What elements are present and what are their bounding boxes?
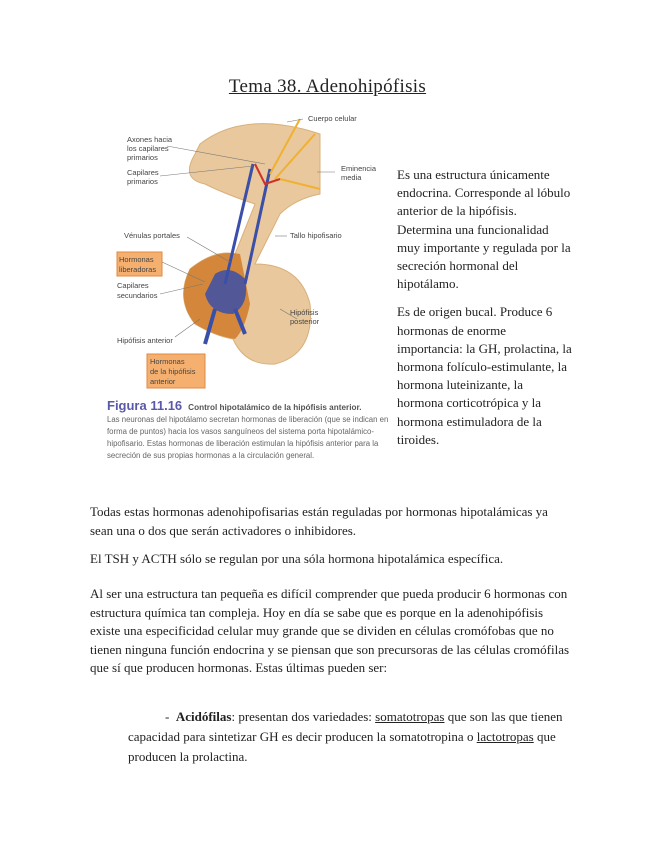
figure-number: Figura 11.16 (107, 398, 183, 413)
label-venulas-portales: Vénulas portales (124, 231, 180, 240)
label-capilares-secundarios: secundarios (117, 291, 158, 300)
paragraph-text: Al ser una estructura tan pequeña es difícil comprender que pueda producir 6 hormonas con estructura química tan compleja. Hoy en día se sabe que es porque en la adenohipófisis existe una especificidad celular muy grande que se dividen en células cromófobas que no tienen ninguna función endocrina y se piensan que son precursoras de las células cromófilas que sí que producen hormonas. Estas últimas pueden ser: (90, 586, 570, 675)
bullet-text: que producen la prolactina. (128, 729, 556, 764)
term-somatotropas: somatotropas (375, 709, 445, 724)
label-hormonas-hipofisis: anterior (150, 377, 176, 386)
bullet-marker: - (165, 709, 170, 724)
paragraph (90, 503, 570, 540)
side-text (397, 166, 572, 459)
label-hipofisis-posterior: posterior (290, 317, 320, 326)
figure-caption (107, 400, 390, 462)
label-cuerpo-celular: Cuerpo celular (308, 114, 357, 123)
paragraph (90, 550, 570, 569)
paragraph-text: El TSH y ACTH sólo se regulan por una sóla hormona hipotalámica específica. (90, 551, 504, 566)
label-axones: Axones hacia (127, 135, 173, 144)
label-axones: primarios (127, 153, 158, 162)
label-hormonas-liberadoras: liberadoras (119, 265, 157, 274)
bullet-text: : presentan dos variedades: (231, 709, 376, 724)
paragraph: Es de origen bucal. Produce 6 hormonas de enorme importancia: la GH, prolactina, la hormona folículo-estimulante, la hormona luteinizante, la hormona corticotrópica y la hormona estimuladora de la tiroides. (397, 304, 572, 447)
figure-title: Control hipotalámico de la hipófisis anterior. (188, 403, 362, 412)
label-tallo-hipofisario: Tallo hipofisario (290, 231, 342, 240)
label-hormonas-liberadoras: Hormonas (119, 255, 154, 264)
term-lactotropas: lactotropas (476, 729, 534, 744)
label-axones: los capilares (127, 144, 169, 153)
label-capilares-primarios: Capilares (127, 168, 159, 177)
bullet-text: que son las que tienen capacidad para sintetizar GH es decir producen la somatotropina o (128, 709, 563, 744)
label-hipofisis-posterior: Hipófisis (290, 308, 319, 317)
list-item (128, 707, 568, 767)
paragraph: Es una estructura únicamente endocrina. Corresponde al lóbulo anterior de la hipófisis. Determina una funcionalidad muy importante y regulada por la secreción hormonal del hipotálamo. (397, 167, 571, 292)
label-hipofisis-anterior: Hipófisis anterior (117, 336, 173, 345)
paragraph-text: Todas estas hormonas adenohipofisarias están reguladas por hormonas hipotalámicas ya sean una o dos que serán activadores o inhibidores. (90, 504, 548, 538)
label-capilares-primarios: primarios (127, 177, 158, 186)
label-hormonas-hipofisis: de la hipófisis (150, 367, 196, 376)
hypophysis-illustration (105, 104, 390, 399)
figure-caption-text: Las neuronas del hipotálamo secretan hormonas de liberación (que se indican en forma de puntos) hacia los vasos sanguíneos del sistema porta hipotalámico-hipofisario. Estas hormonas de liberación estimulan la hipófisis anterior para la secreción de sus propias hormonas a la circulación general. (107, 415, 389, 460)
label-eminencia-media: media (341, 173, 362, 182)
paragraph (90, 585, 570, 678)
bullet-term: Acidófilas (175, 709, 232, 724)
figure-hypophysis (105, 104, 390, 489)
label-eminencia-media: Eminencia (341, 164, 377, 173)
label-hormonas-hipofisis: Hormonas (150, 357, 185, 366)
page-title: Tema 38. Adenohipófisis (228, 76, 427, 97)
label-capilares-secundarios: Capilares (117, 281, 149, 290)
